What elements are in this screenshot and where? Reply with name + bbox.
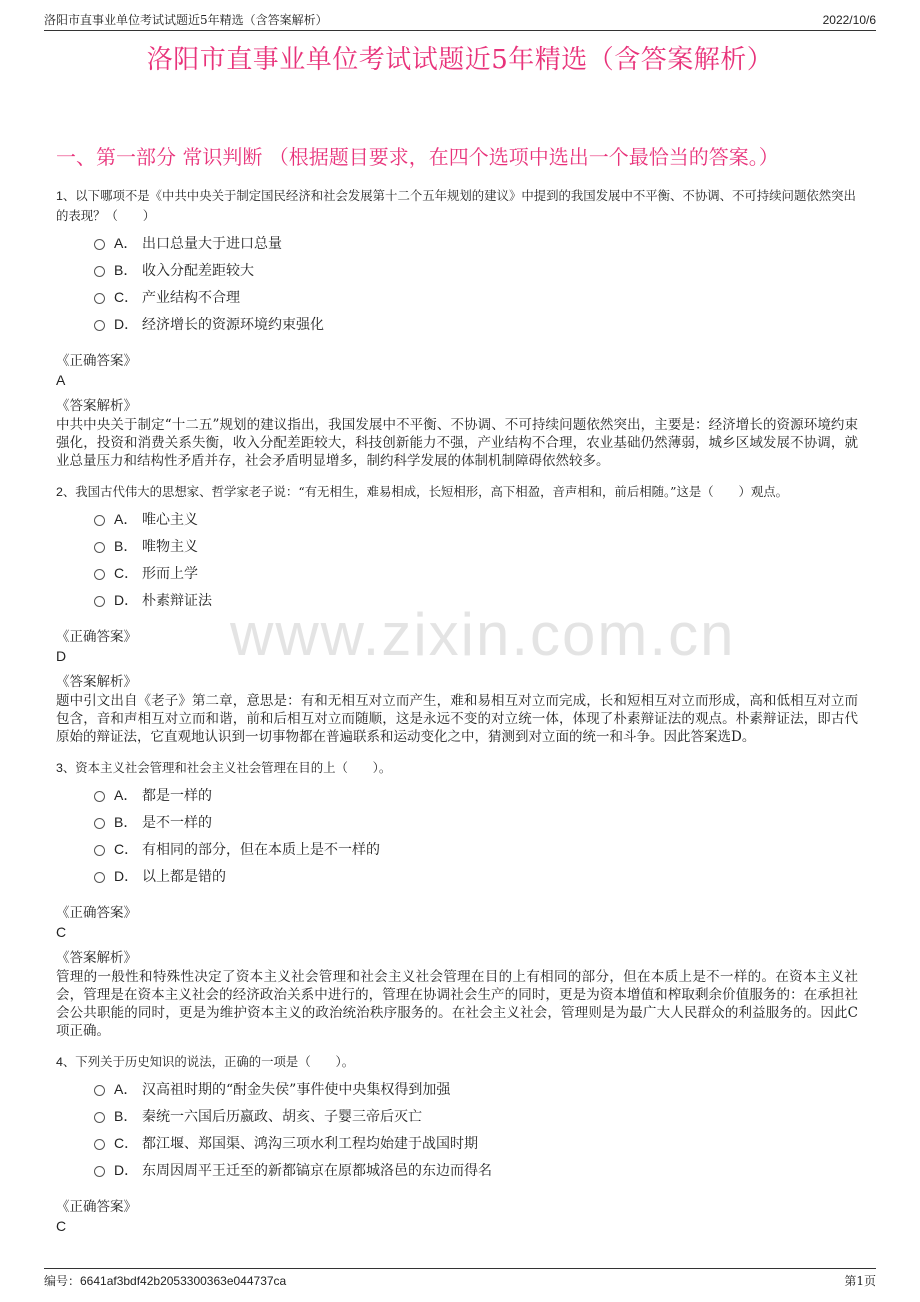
option-list: [94, 781, 858, 889]
option-list: [94, 229, 858, 337]
option-2[interactable]: [94, 808, 858, 835]
answer-label: 《正确答案》: [56, 353, 137, 369]
option-1[interactable]: [94, 229, 858, 256]
explanation-label: 《答案解析》: [56, 950, 137, 966]
option-1[interactable]: [94, 781, 858, 808]
answer-value: C: [56, 1218, 67, 1234]
question-number: 4: [56, 1055, 63, 1069]
option-text: 汉高祖时期的“酎金失侯”事件使中央集权得到加强: [142, 1081, 451, 1098]
option-text: 产业结构不合理: [142, 289, 240, 306]
radio-icon[interactable]: [94, 515, 105, 526]
answer-value: D: [56, 648, 67, 664]
option-text: 唯物主义: [142, 538, 198, 555]
option-text: 秦统一六国后历嬴政、胡亥、子婴三帝后灭亡: [142, 1108, 422, 1125]
question-stem: [56, 186, 858, 226]
explanation-text: 管理的一般性和特殊性决定了资本主义社会管理和社会主义社会管理在目的上有相同的部分，但在本质上是不一样的。在资本主义社会，管理是在资本主义社会的经济政治关系中进行的，管理在协调社会生产的同时，更是为资本增值和榨取剩余价值服务的：在承担社会公共职能的同时，更是为维护资本主义的政治统治秩序服务的。在社会主义社会，管理则是为最广大人民群众的利益服务的。因此C项正确。: [56, 969, 858, 1039]
option-4[interactable]: [94, 862, 858, 889]
radio-icon[interactable]: [94, 818, 105, 829]
radio-icon[interactable]: [94, 845, 105, 856]
question-text: 、我国古代伟大的思想家、哲学家老子说：“有无相生，难易相成，长短相形，高下相盈，音声相和，前后相随。”这是（ ）观点。: [62, 484, 789, 499]
radio-icon[interactable]: [94, 569, 105, 580]
option-letter: D．: [114, 867, 139, 884]
answer-label: 《正确答案》: [56, 629, 137, 645]
radio-icon[interactable]: [94, 791, 105, 802]
option-list: [94, 1075, 858, 1183]
radio-icon[interactable]: [94, 320, 105, 331]
option-letter: B．: [114, 813, 138, 830]
option-2[interactable]: [94, 1102, 858, 1129]
option-letter: C．: [114, 840, 139, 857]
radio-icon[interactable]: [94, 239, 105, 250]
option-letter: A．: [114, 1080, 138, 1097]
radio-icon[interactable]: [94, 1112, 105, 1123]
option-letter: B．: [114, 1107, 138, 1124]
question-2: [56, 482, 858, 746]
option-4[interactable]: [94, 1156, 858, 1183]
explanation-label: 《答案解析》: [56, 398, 137, 414]
option-3[interactable]: [94, 1129, 858, 1156]
watermark: www.zixin.com.cn: [230, 601, 736, 668]
option-list: [94, 505, 858, 613]
option-text: 都江堰、郑国渠、鸿沟三项水利工程均始建于战国时期: [142, 1135, 478, 1152]
option-letter: C．: [114, 1134, 139, 1151]
option-letter: A．: [114, 786, 138, 803]
option-letter: C．: [114, 288, 139, 305]
question-text: 、以下哪项不是《中共中央关于制定国民经济和社会发展第十二个五年规划的建议》中提到的我国发展中不平衡、不协调、不可持续问题依然突出的表现？（ ）: [56, 188, 856, 223]
option-letter: A．: [114, 510, 138, 527]
option-1[interactable]: [94, 505, 858, 532]
answer-label: 《正确答案》: [56, 1199, 137, 1215]
radio-icon[interactable]: [94, 596, 105, 607]
option-letter: D．: [114, 1161, 139, 1178]
question-number: 2: [56, 485, 63, 499]
option-4[interactable]: [94, 586, 858, 613]
option-text: 唯心主义: [142, 511, 198, 528]
option-text: 形而上学: [142, 565, 198, 582]
document-title: 洛阳市直事业单位考试试题近5年精选（含答案解析）: [146, 45, 774, 75]
option-1[interactable]: [94, 1075, 858, 1102]
question-3: [56, 758, 858, 1040]
option-3[interactable]: [94, 283, 858, 310]
answer-value: A: [56, 372, 66, 388]
question-list: [56, 186, 858, 1236]
answer-label: 《正确答案》: [56, 905, 137, 921]
option-3[interactable]: [94, 559, 858, 586]
question-stem: [56, 1052, 858, 1072]
radio-icon[interactable]: [94, 1139, 105, 1150]
radio-icon[interactable]: [94, 1166, 105, 1177]
explanation-label: 《答案解析》: [56, 674, 137, 690]
option-text: 出口总量大于进口总量: [142, 235, 282, 252]
page-footer: [44, 1268, 876, 1288]
question-text: 、下列关于历史知识的说法，正确的一项是（ ）。: [62, 1054, 355, 1069]
option-letter: B．: [114, 537, 138, 554]
question-stem: [56, 482, 858, 502]
answer-value: C: [56, 924, 67, 940]
radio-icon[interactable]: [94, 542, 105, 553]
radio-icon[interactable]: [94, 872, 105, 883]
option-text: 收入分配差距较大: [142, 262, 254, 279]
question-stem: [56, 758, 858, 778]
option-text: 都是一样的: [142, 787, 212, 804]
option-letter: C．: [114, 564, 139, 581]
question-text: 、资本主义社会管理和社会主义社会管理在目的上（ ）。: [62, 760, 392, 775]
question-4: [56, 1052, 858, 1236]
option-3[interactable]: [94, 835, 858, 862]
option-2[interactable]: [94, 256, 858, 283]
option-text: 东周因周平王迁至的新都镐京在原都城洛邑的东边而得名: [142, 1162, 492, 1179]
explanation-text: 中共中央关于制定“十二五”规划的建议指出，我国发展中不平衡、不协调、不可持续问题依然突出，主要是：经济增长的资源环境约束强化，投资和消费关系失衡，收入分配差距较大，科技创新能力不强，产业结构不合理，农业基础仍然薄弱，城乡区域发展不协调，就业总量压力和结构性矛盾并存，社会矛盾明显增多，制约科学发展的体制机制障碍依然较多。: [56, 417, 858, 469]
page-number: 第1页: [844, 1274, 876, 1288]
option-text: 是不一样的: [142, 814, 212, 831]
section-title: 一、第一部分 常识判断 （根据题目要求，在四个选项中选出一个最恰当的答案。）: [56, 145, 779, 169]
radio-icon[interactable]: [94, 266, 105, 277]
option-letter: D．: [114, 591, 139, 608]
option-text: 有相同的部分，但在本质上是不一样的: [142, 841, 380, 858]
radio-icon[interactable]: [94, 1085, 105, 1096]
option-letter: D．: [114, 315, 139, 332]
document-code: 编号：6641af3bdf42b2053300363e044737ca: [44, 1274, 287, 1288]
page-header: [44, 12, 876, 31]
question-number: 1: [56, 189, 63, 203]
option-text: 以上都是错的: [142, 868, 226, 885]
question-1: [56, 186, 858, 470]
option-4[interactable]: [94, 310, 858, 337]
option-letter: A．: [114, 234, 138, 251]
header-title: 洛阳市直事业单位考试试题近5年精选（含答案解析）: [44, 13, 328, 27]
radio-icon[interactable]: [94, 293, 105, 304]
option-letter: B．: [114, 261, 138, 278]
option-2[interactable]: [94, 532, 858, 559]
option-text: 经济增长的资源环境约束强化: [142, 316, 324, 333]
option-text: 朴素辩证法: [142, 592, 212, 609]
question-number: 3: [56, 761, 63, 775]
explanation-text: 题中引文出自《老子》第二章，意思是：有和无相互对立而产生，难和易相互对立而完成，长和短相互对立而形成，高和低相互对立而包含，音和声相互对立而和谐，前和后相互对立而随顺，这是永远不变的对立统一体，体现了朴素辩证法的观点。朴素辩证法，即古代原始的辩证法，它直观地认识到一切事物都在普遍联系和运动变化之中，猜测到对立面的统一和斗争。因此答案选D。: [56, 693, 858, 745]
header-date: 2022/10/6: [822, 13, 876, 27]
